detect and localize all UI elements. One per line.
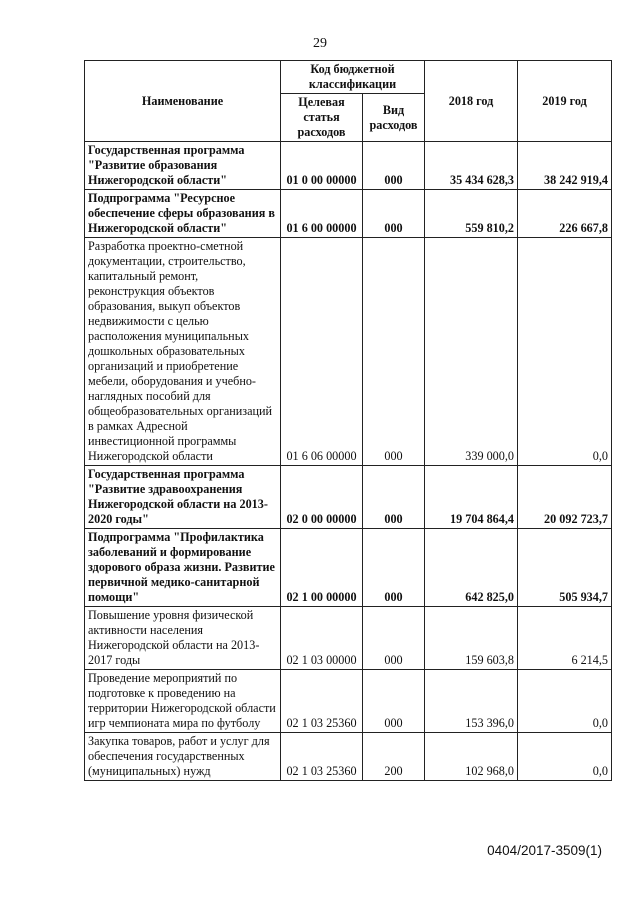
header-name: Наименование — [85, 61, 281, 142]
row-name: Закупка товаров, работ и услуг для обеспечения государственных (муниципальных) нужд — [85, 733, 281, 781]
row-value-2018: 339 000,0 — [425, 238, 518, 466]
row-value-2019: 0,0 — [518, 670, 612, 733]
row-value-2019: 226 667,8 — [518, 190, 612, 238]
row-value-2019: 38 242 919,4 — [518, 142, 612, 190]
table-row — [85, 190, 612, 238]
row-expense-type: 000 — [363, 142, 425, 190]
row-name: Подпрограмма "Ресурсное обеспечение сферы образования в Нижегородской области" — [85, 190, 281, 238]
row-target-code: 02 0 00 00000 — [281, 466, 363, 529]
row-value-2018: 153 396,0 — [425, 670, 518, 733]
row-value-2019: 0,0 — [518, 238, 612, 466]
row-value-2018: 102 968,0 — [425, 733, 518, 781]
row-name: Подпрограмма "Профилактика заболеваний и формирование здорового образа жизни. Развитие первичной медико-санитарной помощи" — [85, 529, 281, 607]
row-name: Разработка проектно-сметной документации, строительство, капитальный ремонт, реконструкция объектов образования, выкуп объектов недвижимости с целью расположения муниципальных дошкольных образовательных организаций и приобретение мебели, оборудования и учебно-наглядных пособий для общеобразовательных организаций в рамках Адресной инвестиционной программы Нижегородской области — [85, 238, 281, 466]
row-name: Проведение мероприятий по подготовке к проведению на территории Нижегородской области игр чемпионата мира по футболу — [85, 670, 281, 733]
row-name: Государственная программа "Развитие здравоохранения Нижегородской области на 2013-2020 годы" — [85, 466, 281, 529]
table-row — [85, 733, 612, 781]
header-expense-type: Вид расходов — [363, 94, 425, 142]
row-expense-type: 000 — [363, 529, 425, 607]
document-id: 0404/2017-3509(1) — [487, 843, 602, 858]
row-value-2019: 0,0 — [518, 733, 612, 781]
row-name: Государственная программа "Развитие образования Нижегородской области" — [85, 142, 281, 190]
header-2018: 2018 год — [425, 61, 518, 142]
table-row — [85, 529, 612, 607]
header-target-article: Целевая статья расходов — [281, 94, 363, 142]
header-2019: 2019 год — [518, 61, 612, 142]
header-kbk: Код бюджетной классификации — [281, 61, 425, 94]
table-row — [85, 466, 612, 529]
budget-table — [84, 60, 612, 781]
row-target-code: 02 1 03 00000 — [281, 607, 363, 670]
row-target-code: 02 1 03 25360 — [281, 733, 363, 781]
row-target-code: 02 1 03 25360 — [281, 670, 363, 733]
row-name: Повышение уровня физической активности населения Нижегородской области на 2013-2017 годы — [85, 607, 281, 670]
row-value-2019: 505 934,7 — [518, 529, 612, 607]
table-row — [85, 238, 612, 466]
row-target-code: 02 1 00 00000 — [281, 529, 363, 607]
row-target-code: 01 0 00 00000 — [281, 142, 363, 190]
row-expense-type: 000 — [363, 190, 425, 238]
row-target-code: 01 6 06 00000 — [281, 238, 363, 466]
row-expense-type: 000 — [363, 607, 425, 670]
row-value-2018: 642 825,0 — [425, 529, 518, 607]
table-row — [85, 142, 612, 190]
row-value-2019: 20 092 723,7 — [518, 466, 612, 529]
row-expense-type: 000 — [363, 670, 425, 733]
row-value-2019: 6 214,5 — [518, 607, 612, 670]
row-value-2018: 559 810,2 — [425, 190, 518, 238]
row-expense-type: 000 — [363, 238, 425, 466]
table-row — [85, 670, 612, 733]
row-value-2018: 159 603,8 — [425, 607, 518, 670]
row-target-code: 01 6 00 00000 — [281, 190, 363, 238]
page-number: 29 — [313, 36, 327, 51]
row-expense-type: 200 — [363, 733, 425, 781]
table-row — [85, 607, 612, 670]
row-value-2018: 19 704 864,4 — [425, 466, 518, 529]
row-value-2018: 35 434 628,3 — [425, 142, 518, 190]
row-expense-type: 000 — [363, 466, 425, 529]
